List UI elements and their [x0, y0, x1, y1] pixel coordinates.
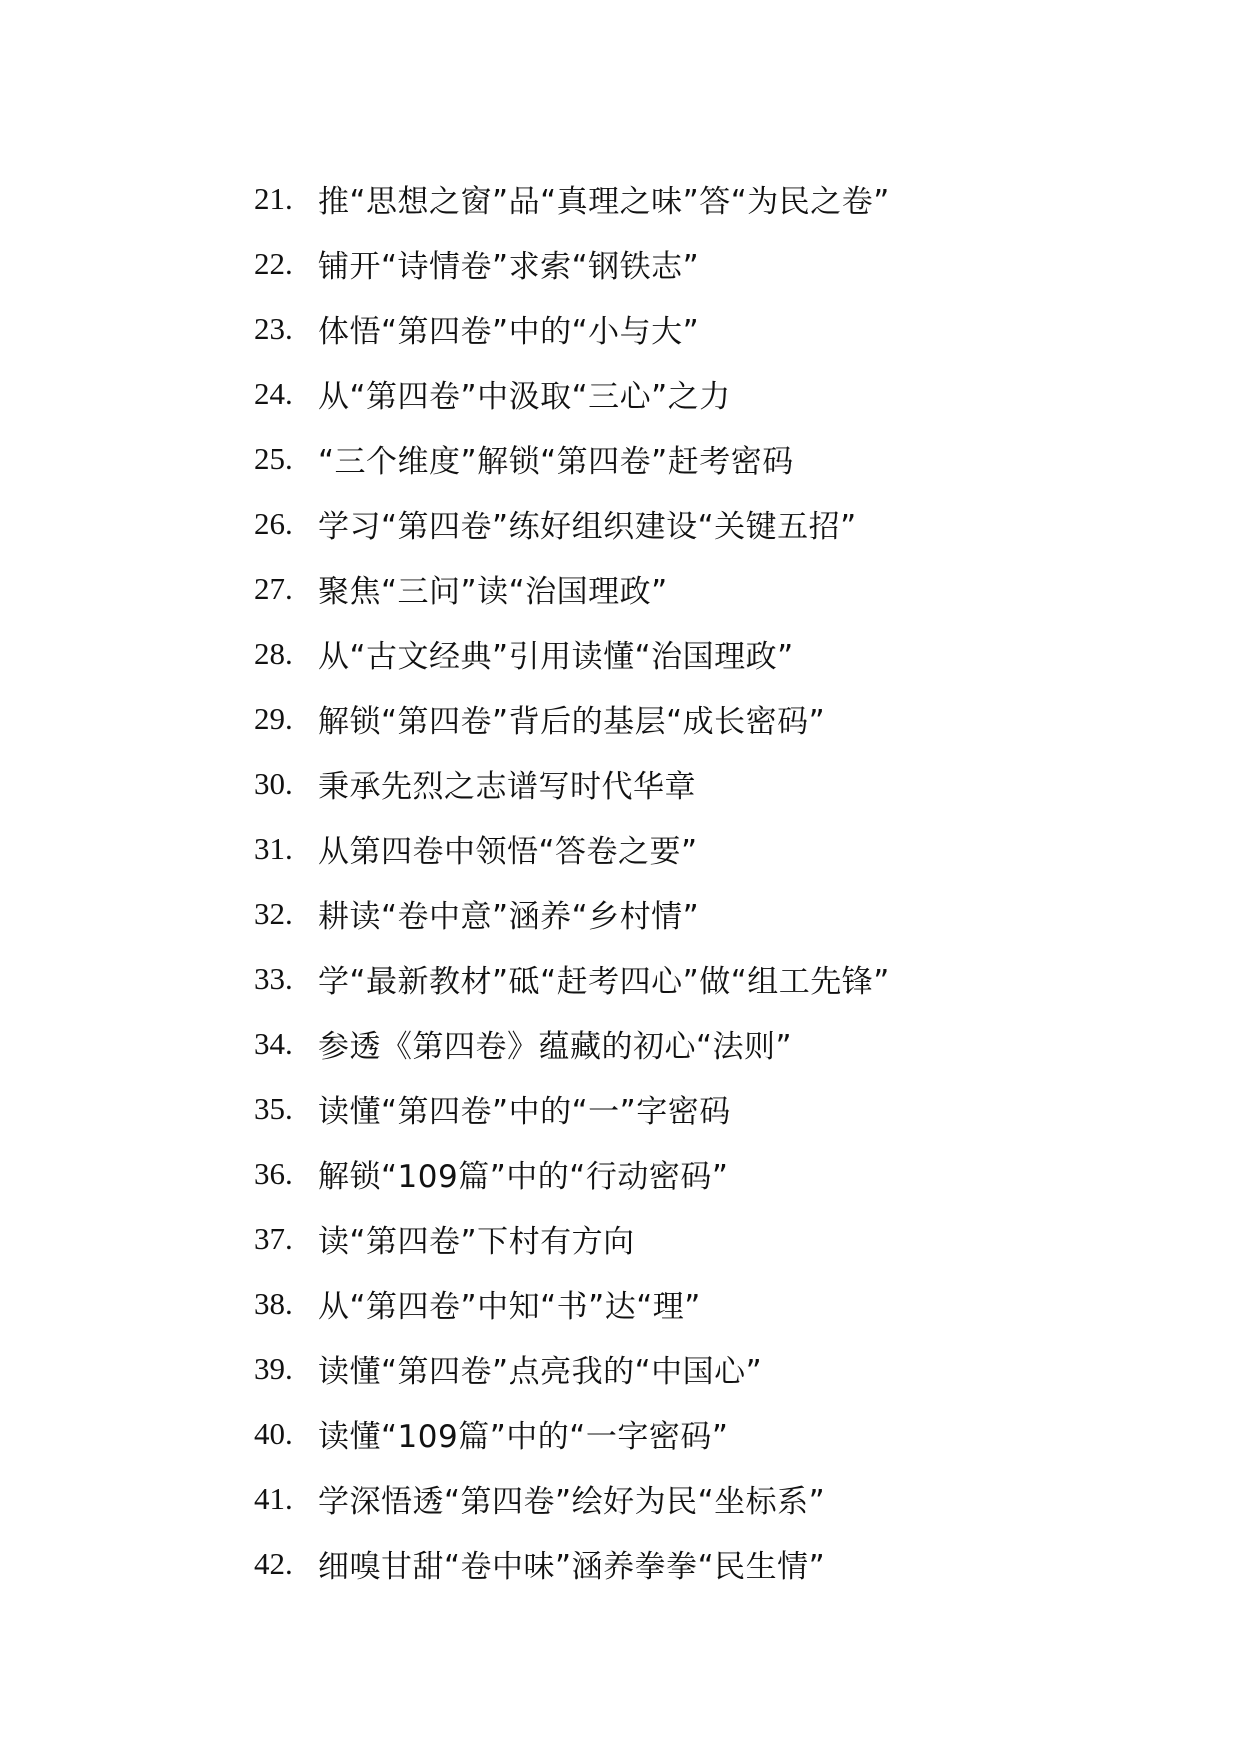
item-number: 31. [254, 830, 293, 866]
item-number: 28. [254, 635, 293, 671]
item-text: 学深悟透“第四卷”绘好为民“坐标系” [318, 1484, 826, 1520]
list-item [254, 1466, 1154, 1531]
item-text: 学“最新教材”砥“赶考四心”做“组工先锋” [318, 964, 890, 1000]
list-item [254, 1141, 1154, 1206]
item-text: 读懂“第四卷”中的“一”字密码 [318, 1094, 731, 1130]
item-number: 39. [254, 1350, 293, 1386]
item-text: 读“第四卷”下村有方向 [318, 1224, 635, 1260]
item-number: 33. [254, 960, 293, 996]
item-number: 42. [254, 1545, 293, 1581]
item-text: 参透《第四卷》蕴藏的初心“法则” [318, 1029, 793, 1065]
item-number: 30. [254, 765, 293, 801]
item-number: 38. [254, 1285, 293, 1321]
item-number: 27. [254, 570, 293, 606]
item-text: 从“第四卷”中汲取“三心”之力 [318, 379, 731, 415]
item-number: 29. [254, 700, 293, 736]
list-item [254, 1531, 1154, 1596]
item-number: 22. [254, 245, 293, 281]
item-text: 解锁“第四卷”背后的基层“成长密码” [318, 704, 826, 740]
item-number: 41. [254, 1480, 293, 1516]
item-number: 23. [254, 310, 293, 346]
list-item [254, 426, 1154, 491]
list-item [254, 1206, 1154, 1271]
item-number: 32. [254, 895, 293, 931]
item-text: 从“第四卷”中知“书”达“理” [318, 1289, 701, 1325]
item-text: 解锁“109篇”中的“行动密码” [318, 1159, 729, 1195]
item-text: “三个维度”解锁“第四卷”赶考密码 [318, 444, 794, 480]
list-item [254, 946, 1154, 1011]
list-item [254, 1011, 1154, 1076]
item-text: 秉承先烈之志谱写时代华章 [318, 769, 696, 805]
item-number: 40. [254, 1415, 293, 1451]
item-text: 体悟“第四卷”中的“小与大” [318, 314, 700, 350]
item-text: 从“古文经典”引用读懂“治国理政” [318, 639, 794, 675]
list-item [254, 361, 1154, 426]
list-item [254, 686, 1154, 751]
list-item [254, 1271, 1154, 1336]
list-item [254, 1401, 1154, 1466]
item-text: 推“思想之窗”品“真理之味”答“为民之卷” [318, 184, 890, 220]
item-number: 24. [254, 375, 293, 411]
item-number: 34. [254, 1025, 293, 1061]
list-item [254, 621, 1154, 686]
item-number: 36. [254, 1155, 293, 1191]
item-text: 耕读“卷中意”涵养“乡村情” [318, 899, 700, 935]
item-text: 读懂“109篇”中的“一字密码” [318, 1419, 729, 1455]
item-text: 聚焦“三问”读“治国理政” [318, 574, 668, 610]
list-item [254, 751, 1154, 816]
item-text: 铺开“诗情卷”求索“钢铁志” [318, 249, 700, 285]
item-number: 25. [254, 440, 293, 476]
numbered-title-list [254, 166, 1154, 1596]
list-item [254, 296, 1154, 361]
item-number: 37. [254, 1220, 293, 1256]
item-number: 35. [254, 1090, 293, 1126]
list-item [254, 491, 1154, 556]
list-item [254, 231, 1154, 296]
list-item [254, 556, 1154, 621]
list-item [254, 1336, 1154, 1401]
list-item [254, 166, 1154, 231]
item-text: 细嗅甘甜“卷中味”涵养拳拳“民生情” [318, 1549, 826, 1585]
item-text: 读懂“第四卷”点亮我的“中国心” [318, 1354, 763, 1390]
list-item [254, 816, 1154, 881]
item-text: 学习“第四卷”练好组织建设“关键五招” [318, 509, 857, 545]
list-item [254, 881, 1154, 946]
item-text: 从第四卷中领悟“答卷之要” [318, 834, 698, 870]
item-number: 26. [254, 505, 293, 541]
list-item [254, 1076, 1154, 1141]
item-number: 21. [254, 180, 293, 216]
